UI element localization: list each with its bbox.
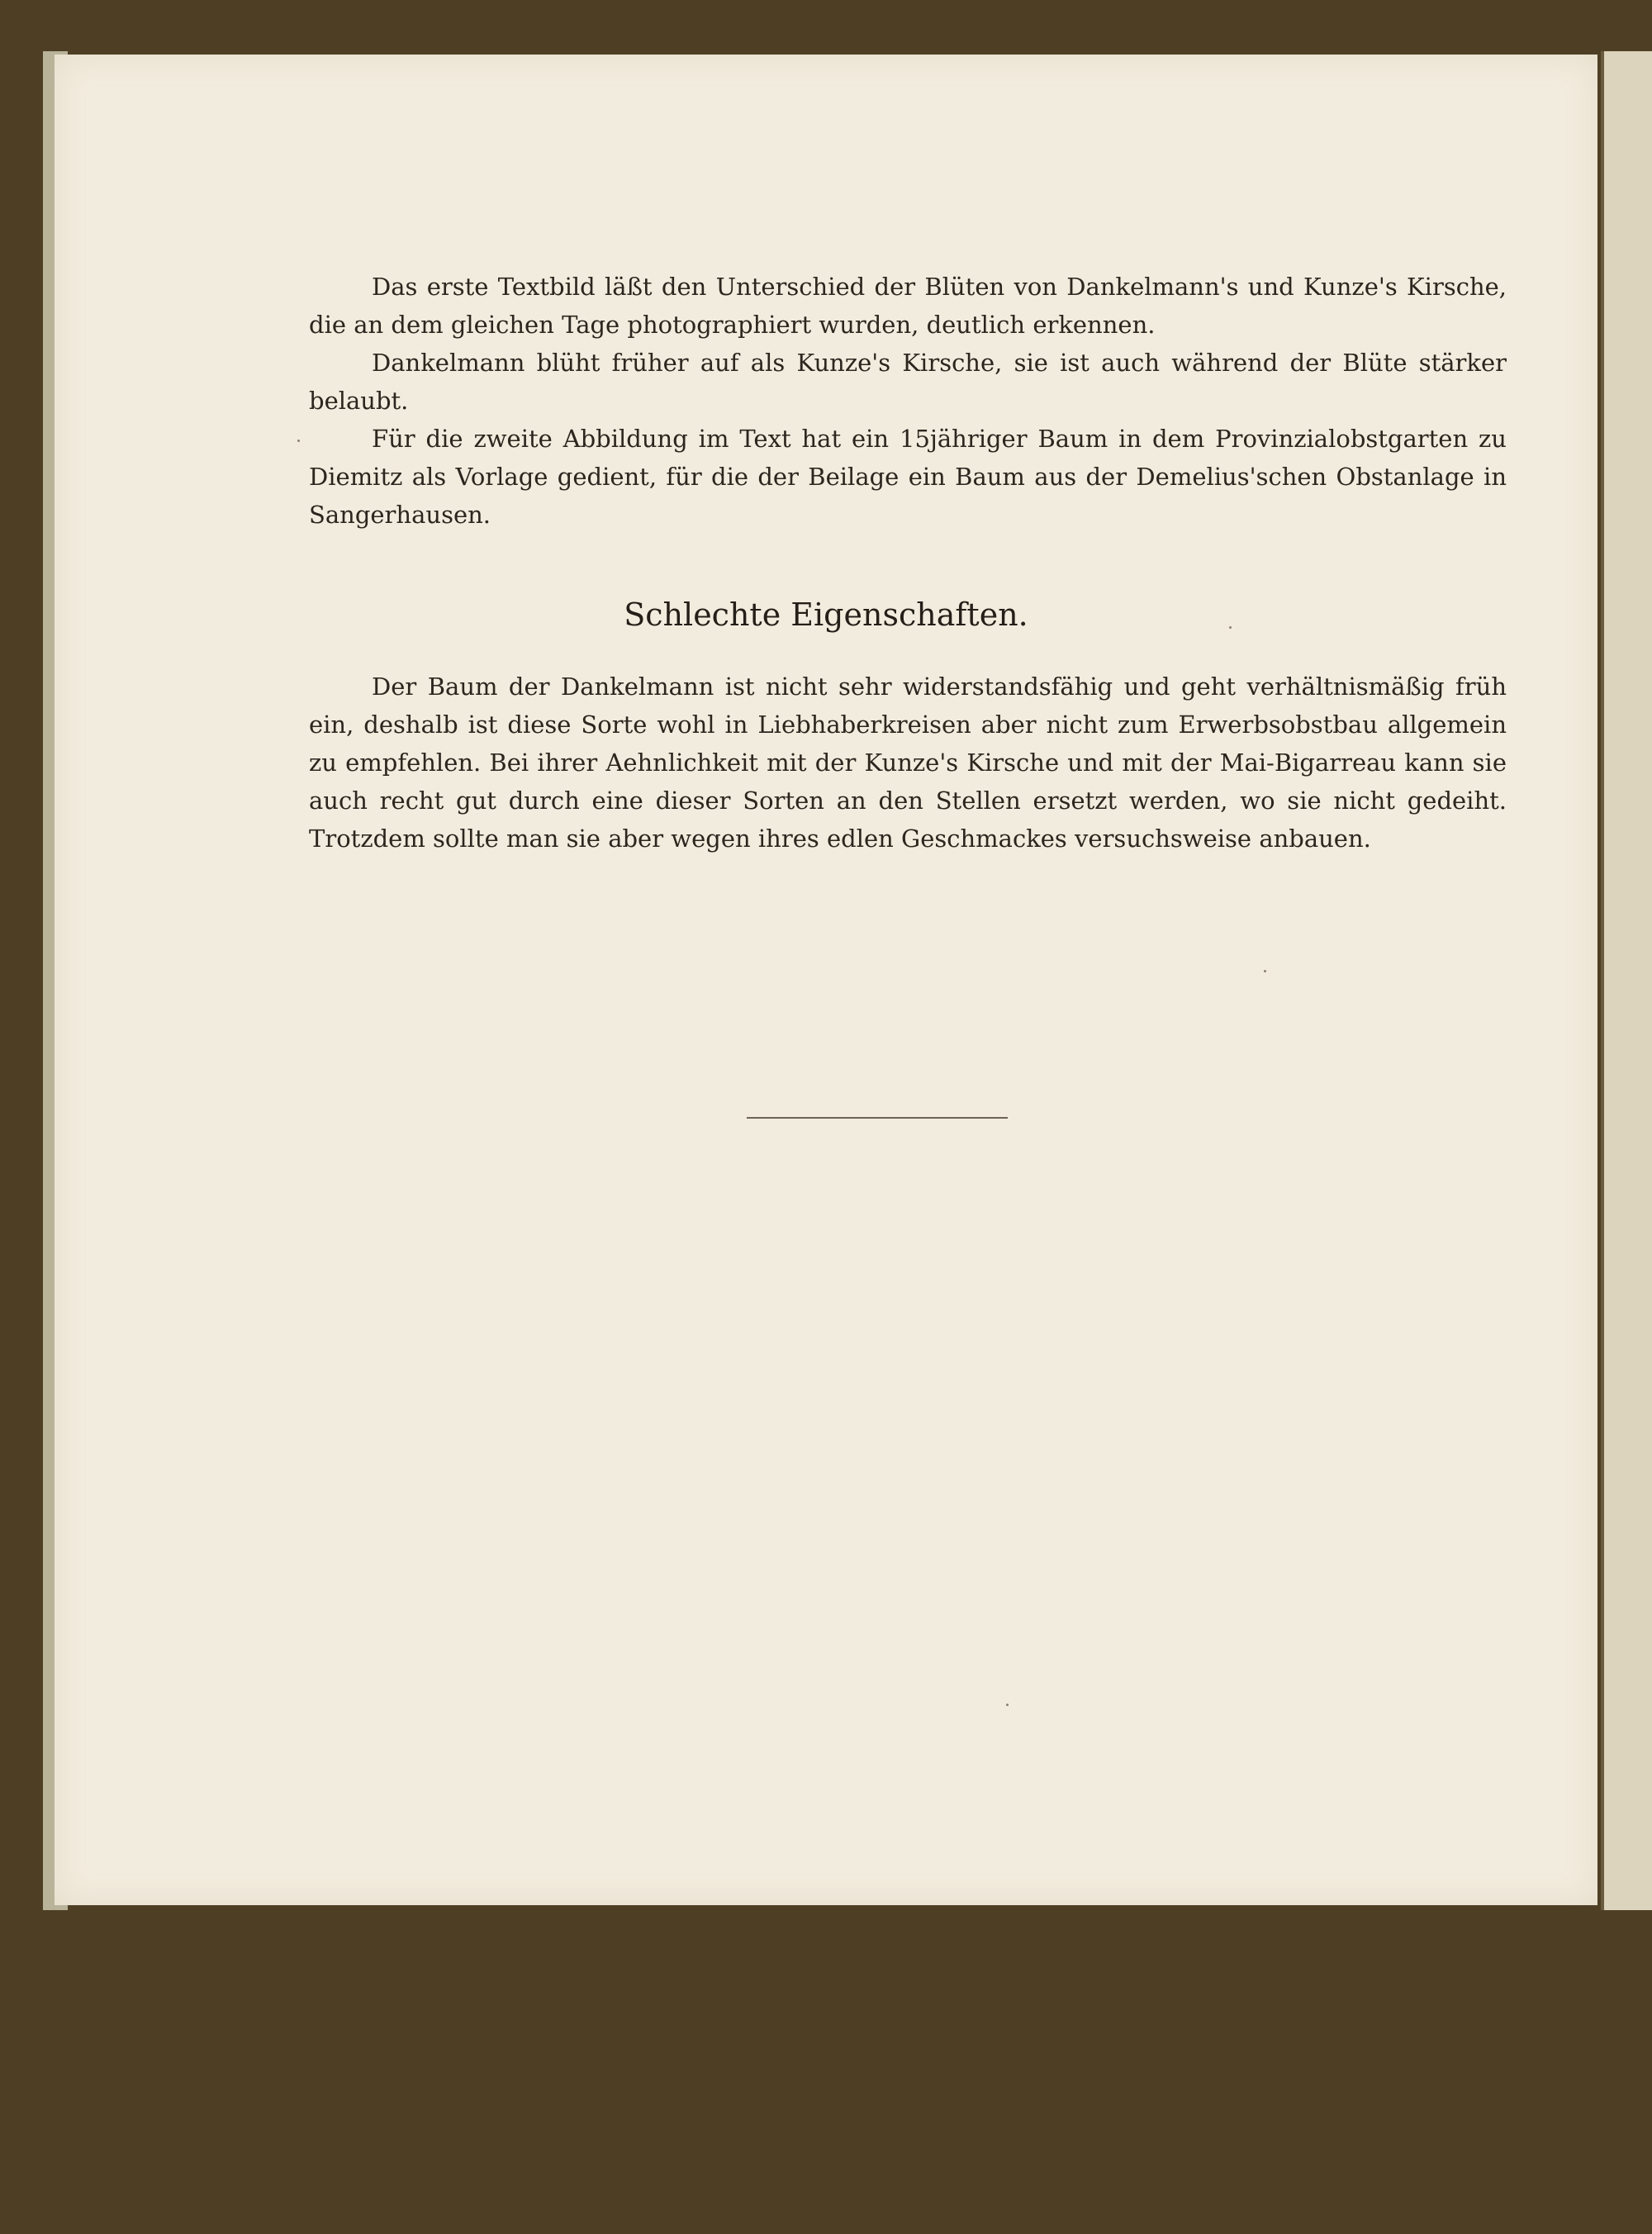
end-rule-divider bbox=[747, 1117, 1008, 1119]
section-heading: Schlechte Eigenschaften. bbox=[624, 597, 1028, 633]
right-book-edge bbox=[1601, 51, 1652, 1910]
paper-speck bbox=[297, 440, 300, 442]
paragraph-illustration-sources: Für die zweite Abbildung im Text hat ein 15jähriger Baum in dem Provinzialobstgarten zu Diemitz als Vorlage gedient, für die der Beilage ein Baum aus der Demelius'schen Obstanlage in Sangerhausen. bbox=[309, 425, 1507, 529]
paper-speck bbox=[1264, 970, 1266, 972]
paper-speck bbox=[1229, 626, 1232, 629]
section-text-block bbox=[309, 668, 1507, 858]
paragraph-blossom-comparison: Das erste Textbild läßt den Unterschied der Blüten von Dankelmann's und Kunze's Kirsche, die an dem gleichen Tage photographiert wurden, deutlich erkennen. bbox=[309, 273, 1507, 339]
paragraph-blooming-time: Dankelmann blüht früher auf als Kunze's Kirsche, sie ist auch während der Blüte stärker belaubt. bbox=[309, 349, 1507, 415]
intro-text-block bbox=[309, 268, 1507, 534]
document-page bbox=[55, 55, 1597, 1905]
paragraph-bad-properties: Der Baum der Dankelmann ist nicht sehr widerstandsfähig und geht verhältnismäßig früh ein, deshalb ist diese Sorte wohl in Liebhaberkreisen aber nicht zum Erwerbsobstbau allgemein zu empfehlen. Bei ihrer Aehnlichkeit mit der Kunze's Kirsche und mit der Mai-Bigarreau kann sie auch recht gut durch eine dieser Sorten an den Stellen ersetzt werden, wo sie nicht gedeiht. Trotzdem sollte man sie aber wegen ihres edlen Geschmackes versuchsweise anbauen. bbox=[309, 673, 1507, 853]
paper-speck bbox=[1006, 1704, 1009, 1706]
